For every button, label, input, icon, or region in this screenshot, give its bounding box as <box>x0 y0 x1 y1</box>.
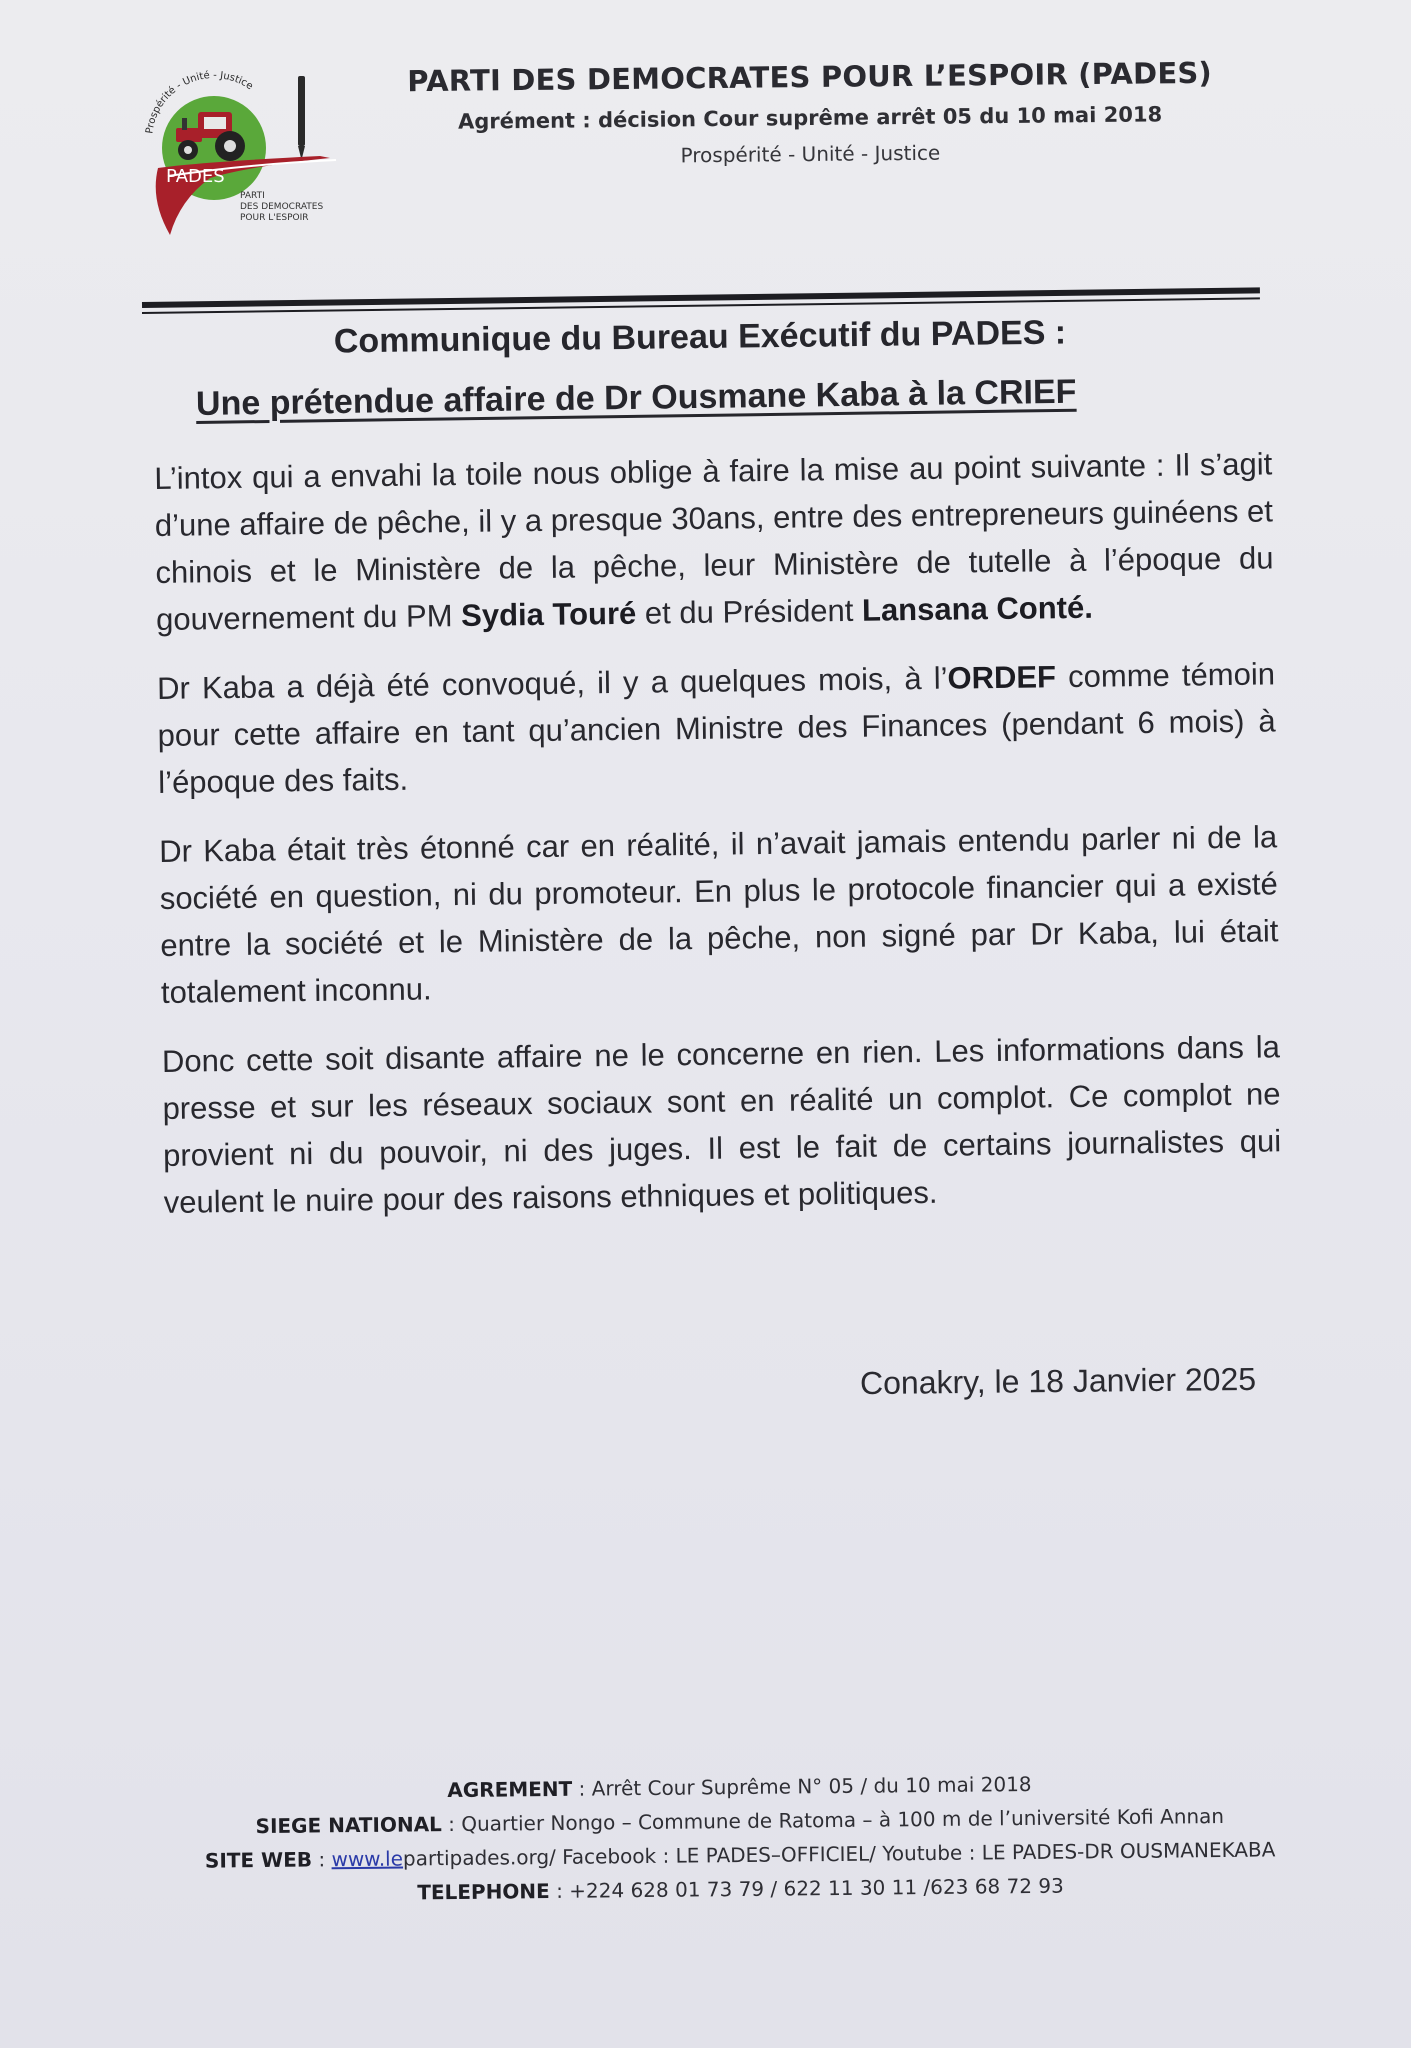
letterhead <box>379 56 1240 171</box>
communique-title: Communique du Bureau Exécutif du PADES : <box>333 313 1067 361</box>
website-link[interactable]: www.le <box>331 1846 404 1872</box>
paragraph-3: Dr Kaba était très étonné car en réalité, il n’avait jamais entendu parler ni de la société en question, ni du promoteur. En plus le protocole financier qui a existé entre la société et le Ministère de la pêche, non signé par Dr Kaba, lui était totalement inconnu. <box>158 819 1279 1010</box>
footer-site: SITE WEB : www.lepartipades.org/ Facebook : LE PADES–OFFICIEL/ Youtube : LE PADES-DR OUSMANEKABA <box>204 1837 1276 1873</box>
footer-agrement: AGREMENT : Arrêt Cour Suprême N° 05 / du 10 mai 2018 <box>447 1771 1032 1803</box>
communique-body <box>154 440 1282 1248</box>
logo-sub3: POUR L'ESPOIR <box>240 213 309 223</box>
logo-sub1: PARTI <box>240 191 265 201</box>
party-agrement: Agrément : décision Cour suprême arrêt 05 du 10 mai 2018 <box>457 102 1163 134</box>
paragraph-1: L’intox qui a envahi la toile nous oblige à faire la mise au point suivante : Il s’agit d’une affaire de pêche, il y a presque 30ans, entre des entrepreneurs guinéens et chinois et le Ministère de la pêche, leur Ministère de tutelle à l’époque du gouvernement du PM Sydia Touré et du Président Lansana Conté. <box>154 446 1274 637</box>
letterhead-footer <box>149 1764 1330 1912</box>
place-date: Conakry, le 18 Janvier 2025 <box>859 1360 1257 1402</box>
pades-logo <box>140 70 380 240</box>
footer-telephone: TELEPHONE : +224 628 01 73 79 / 622 11 30 11 /623 68 72 93 <box>417 1873 1064 1905</box>
footer-siege: SIEGE NATIONAL : Quartier Nongo – Commune de Ratoma – à 100 m de l’université Kofi Annan <box>255 1803 1225 1839</box>
communique-subtitle: Une prétendue affaire de Dr Ousmane Kaba à la CRIEF <box>195 372 1077 423</box>
party-motto: Prospérité - Unité - Justice <box>680 140 941 168</box>
paragraph-2: Dr Kaba a déjà été convoqué, il y a quelques mois, à l’ORDEF comme témoin pour cette affaire en tant qu’ancien Ministre des Finances (pendant 6 mois) à l’époque des faits. <box>156 656 1276 800</box>
party-name: PARTI DES DEMOCRATES POUR L’ESPOIR (PADES) <box>407 55 1213 99</box>
paragraph-4: Donc cette soit disante affaire ne le concerne en rien. Les informations dans la presse et sur les réseaux sociaux sont en réalité un complot. Ce complot ne provient ni du pouvoir, ni des juges. Il est le fait de certains journalistes qui veulent le nuire pour des raisons ethniques et politiques. <box>161 1029 1282 1220</box>
logo-sub2: DES DEMOCRATES <box>240 202 324 212</box>
pen-icon <box>298 76 305 160</box>
logo-arc-text: Prospérité - Unité - Justice <box>144 70 255 135</box>
logo-name: PADES <box>166 166 225 187</box>
